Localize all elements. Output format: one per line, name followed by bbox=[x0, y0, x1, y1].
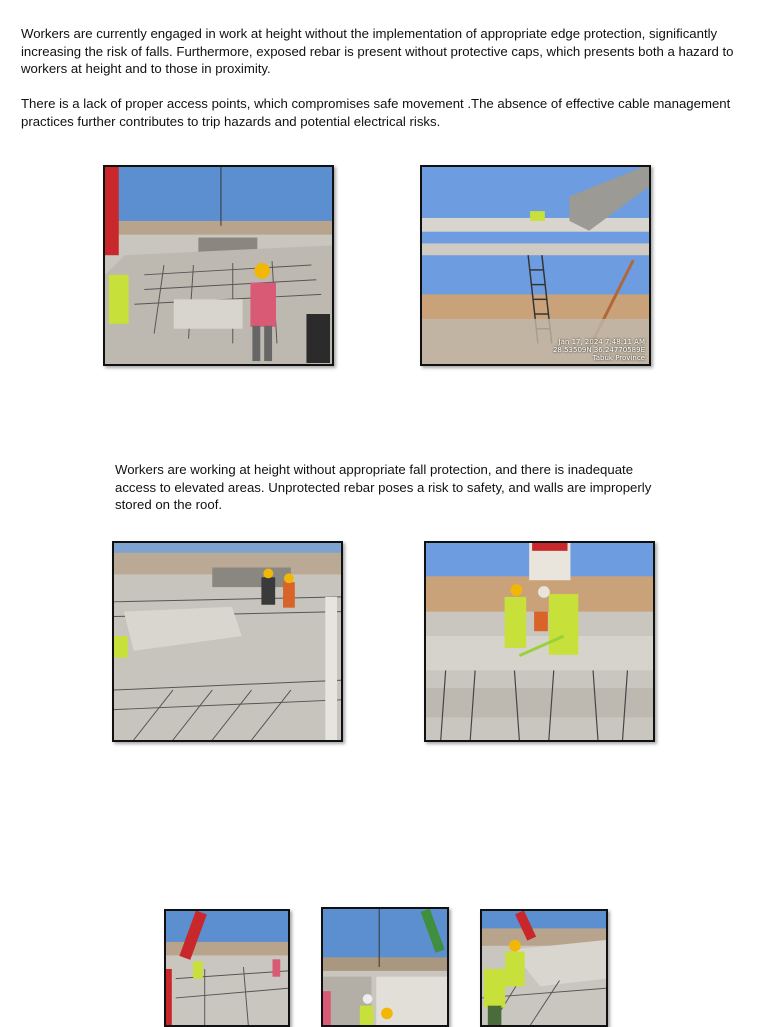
site-photo-4 bbox=[424, 541, 655, 742]
observation-paragraph-1: Workers are currently engaged in work at height without the implementation of appropriate edge protection, significantly increasing the risk of falls. Furthermore, exposed rebar is present without protective caps, which presents both a hazard to workers at height and to those in proximity. bbox=[21, 26, 734, 76]
observation-paragraph-2: There is a lack of proper access points, which compromises safe movement .The absence of effective cable management practices further contributes to trip hazards and potential electrical risks. bbox=[21, 96, 731, 129]
photo-timestamp bbox=[553, 338, 645, 362]
observation-paragraph-3: Workers are working at height without appropriate fall protection, and there is inadequate access to elevated areas. Unprotected rebar poses a risk to safety, and walls are improperly stored on the roof. bbox=[115, 462, 652, 512]
timestamp-location: Tabuk Province bbox=[592, 354, 645, 362]
timestamp-date: Jan 17, 2024 7:48:11 AM bbox=[558, 338, 645, 346]
site-photo-1 bbox=[103, 165, 334, 366]
site-photo-6 bbox=[321, 907, 449, 1027]
site-photo-2 bbox=[420, 165, 651, 366]
site-photo-7 bbox=[480, 909, 608, 1027]
timestamp-coordinates: 28.53509N 36.24770589E bbox=[552, 346, 645, 354]
site-photo-5 bbox=[164, 909, 290, 1027]
site-photo-3 bbox=[112, 541, 343, 742]
